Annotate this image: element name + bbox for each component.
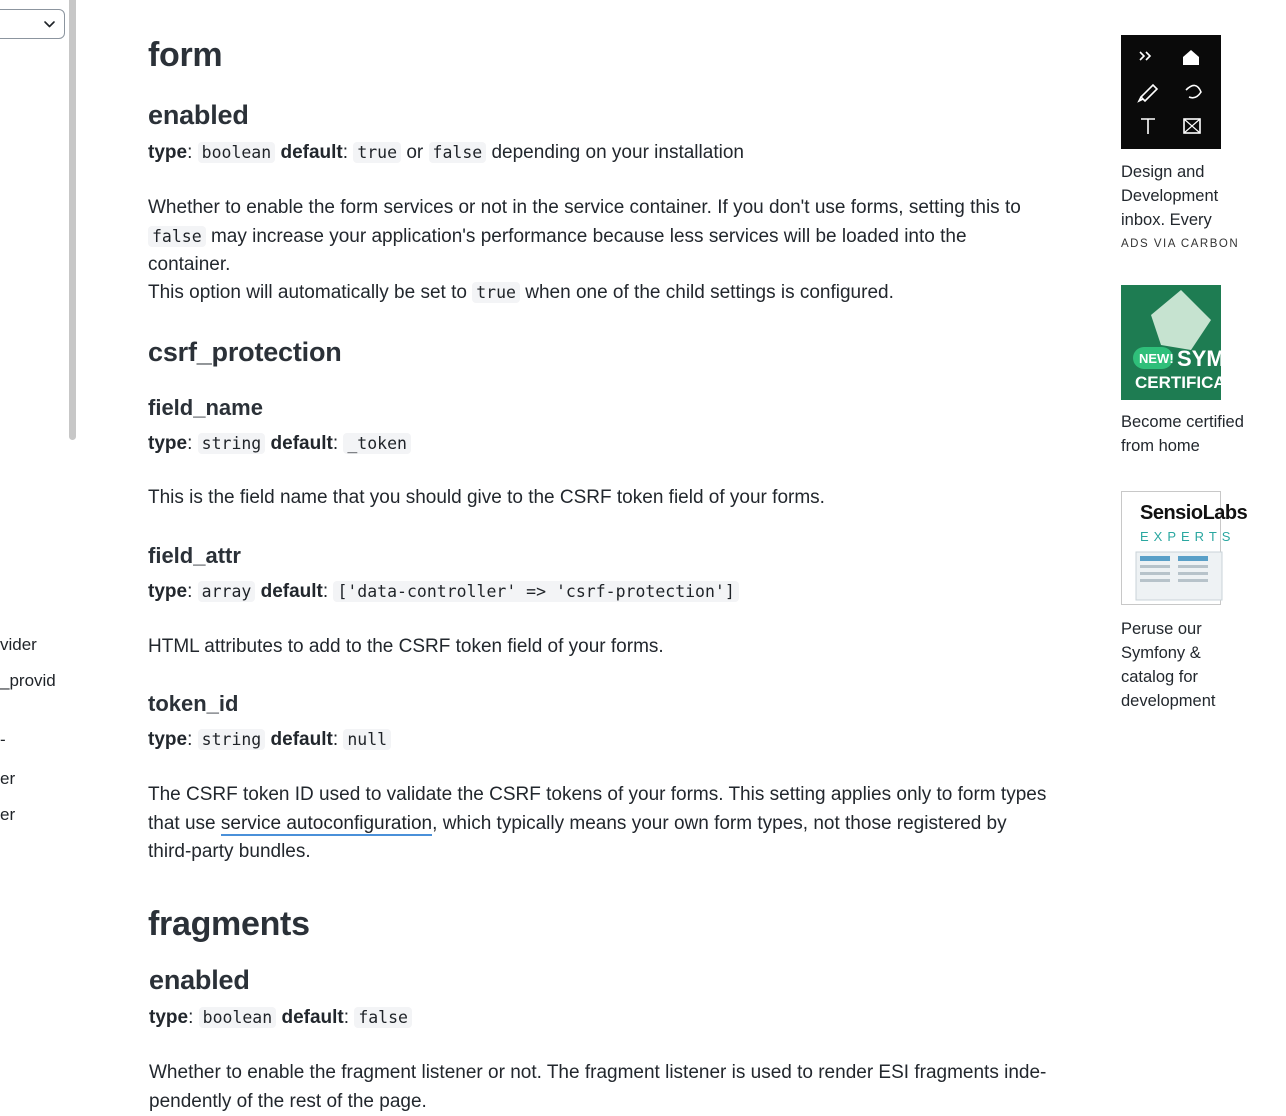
paragraph: The CSRF token ID used to validate the CSRF tokens of your forms. This setting applies only to form types that use service autoconfiguration, which typically means your own form types, not those registered by third-party bundles. [148,784,1047,862]
sidebar-nav-item[interactable]: er [0,769,16,788]
chevron-down-icon [43,18,56,31]
type-value: string [198,433,266,454]
ad-headline: SYMFONY [1177,346,1286,371]
ad-image[interactable] [1121,491,1248,605]
default-value: false [354,1007,412,1028]
section-title-form: form [148,36,223,74]
sidebar [0,0,80,1103]
paragraph: Whether to enable the fragment listener or not. The fragment listener is used to render ESI fragments inde-pendently of the rest of the page. [149,1062,1047,1112]
sidebar-nav-item[interactable]: - [0,730,6,749]
ad-badge: NEW! [1139,351,1174,366]
type-line: type: boolean default: false [149,1007,412,1029]
paragraph: HTML attributes to add to the CSRF token field of your forms. [148,636,664,657]
sidebar-nav-item[interactable]: vider [0,635,37,654]
default-value: _token [343,433,411,454]
option-title-csrf-protection: csrf_protection [148,337,342,367]
version-select[interactable] [0,9,65,39]
option-title-field-name: field_name [148,395,263,420]
default-value-alt: false [429,142,487,163]
default-value: null [343,729,391,750]
option-title-enabled: enabled [148,100,249,130]
sidebar-scrollbar[interactable] [69,0,76,440]
sidebar-nav-item[interactable]: er [0,805,16,824]
type-line: type: boolean default: true or false depending on your installation [148,142,744,163]
type-value: boolean [199,1007,277,1028]
ad-image[interactable] [1121,35,1221,149]
ad-text[interactable]: Symfony & [1121,644,1201,662]
option-title-field-attr: field_attr [148,543,241,568]
type-line: type: string default: null [148,729,391,751]
ad-brand-sub: EXPERTS [1140,529,1236,544]
ad-text[interactable]: Peruse our [1121,620,1202,638]
ad-image[interactable] [1121,285,1286,400]
ad-brand: SensioLabs [1140,502,1248,524]
ad-text[interactable]: Become certified [1121,413,1244,431]
type-line: type: array default: ['data-controller' => 'csrf-protection'] [148,581,739,603]
paragraph: Whether to enable the form services or not in the service container. If you don't use forms, setting this to false may increase your application's performance because less services will be loaded into the container. [148,197,1021,275]
ad-text[interactable]: development [1121,692,1216,710]
ad-subheadline: CERTIFICATION [1135,373,1266,392]
ad-text[interactable]: Development [1121,187,1219,205]
ad-text[interactable]: from home [1121,437,1200,455]
ads-via-label[interactable]: ADS VIA CARBON [1121,238,1240,250]
default-value: true [353,142,401,163]
design-tools-icon [1121,35,1221,149]
ad-text[interactable]: Design and [1121,163,1205,181]
option-title-token-id: token_id [148,691,239,716]
sidebar-nav-item[interactable]: _provid [0,671,56,690]
ads-column [1121,0,1286,1103]
type-value: boolean [198,142,276,163]
paragraph: This is the field name that you should give to the CSRF token field of your forms. [148,487,825,508]
type-line: type: string default: _token [148,433,411,455]
ad-text[interactable]: inbox. Every [1121,211,1212,229]
ad-text[interactable]: catalog for [1121,668,1199,686]
paragraph: This option will automatically be set to true when one of the child settings is configured. [148,282,894,303]
catalog-preview-icon [1136,552,1236,612]
section-title-fragments: fragments [148,905,310,943]
type-value: array [198,581,256,602]
option-title-enabled: enabled [149,965,250,995]
default-value: ['data-controller' => 'csrf-protection'] [333,581,738,602]
type-value: string [198,729,266,750]
service-autoconfiguration-link[interactable]: service autoconfiguration [220,812,433,834]
